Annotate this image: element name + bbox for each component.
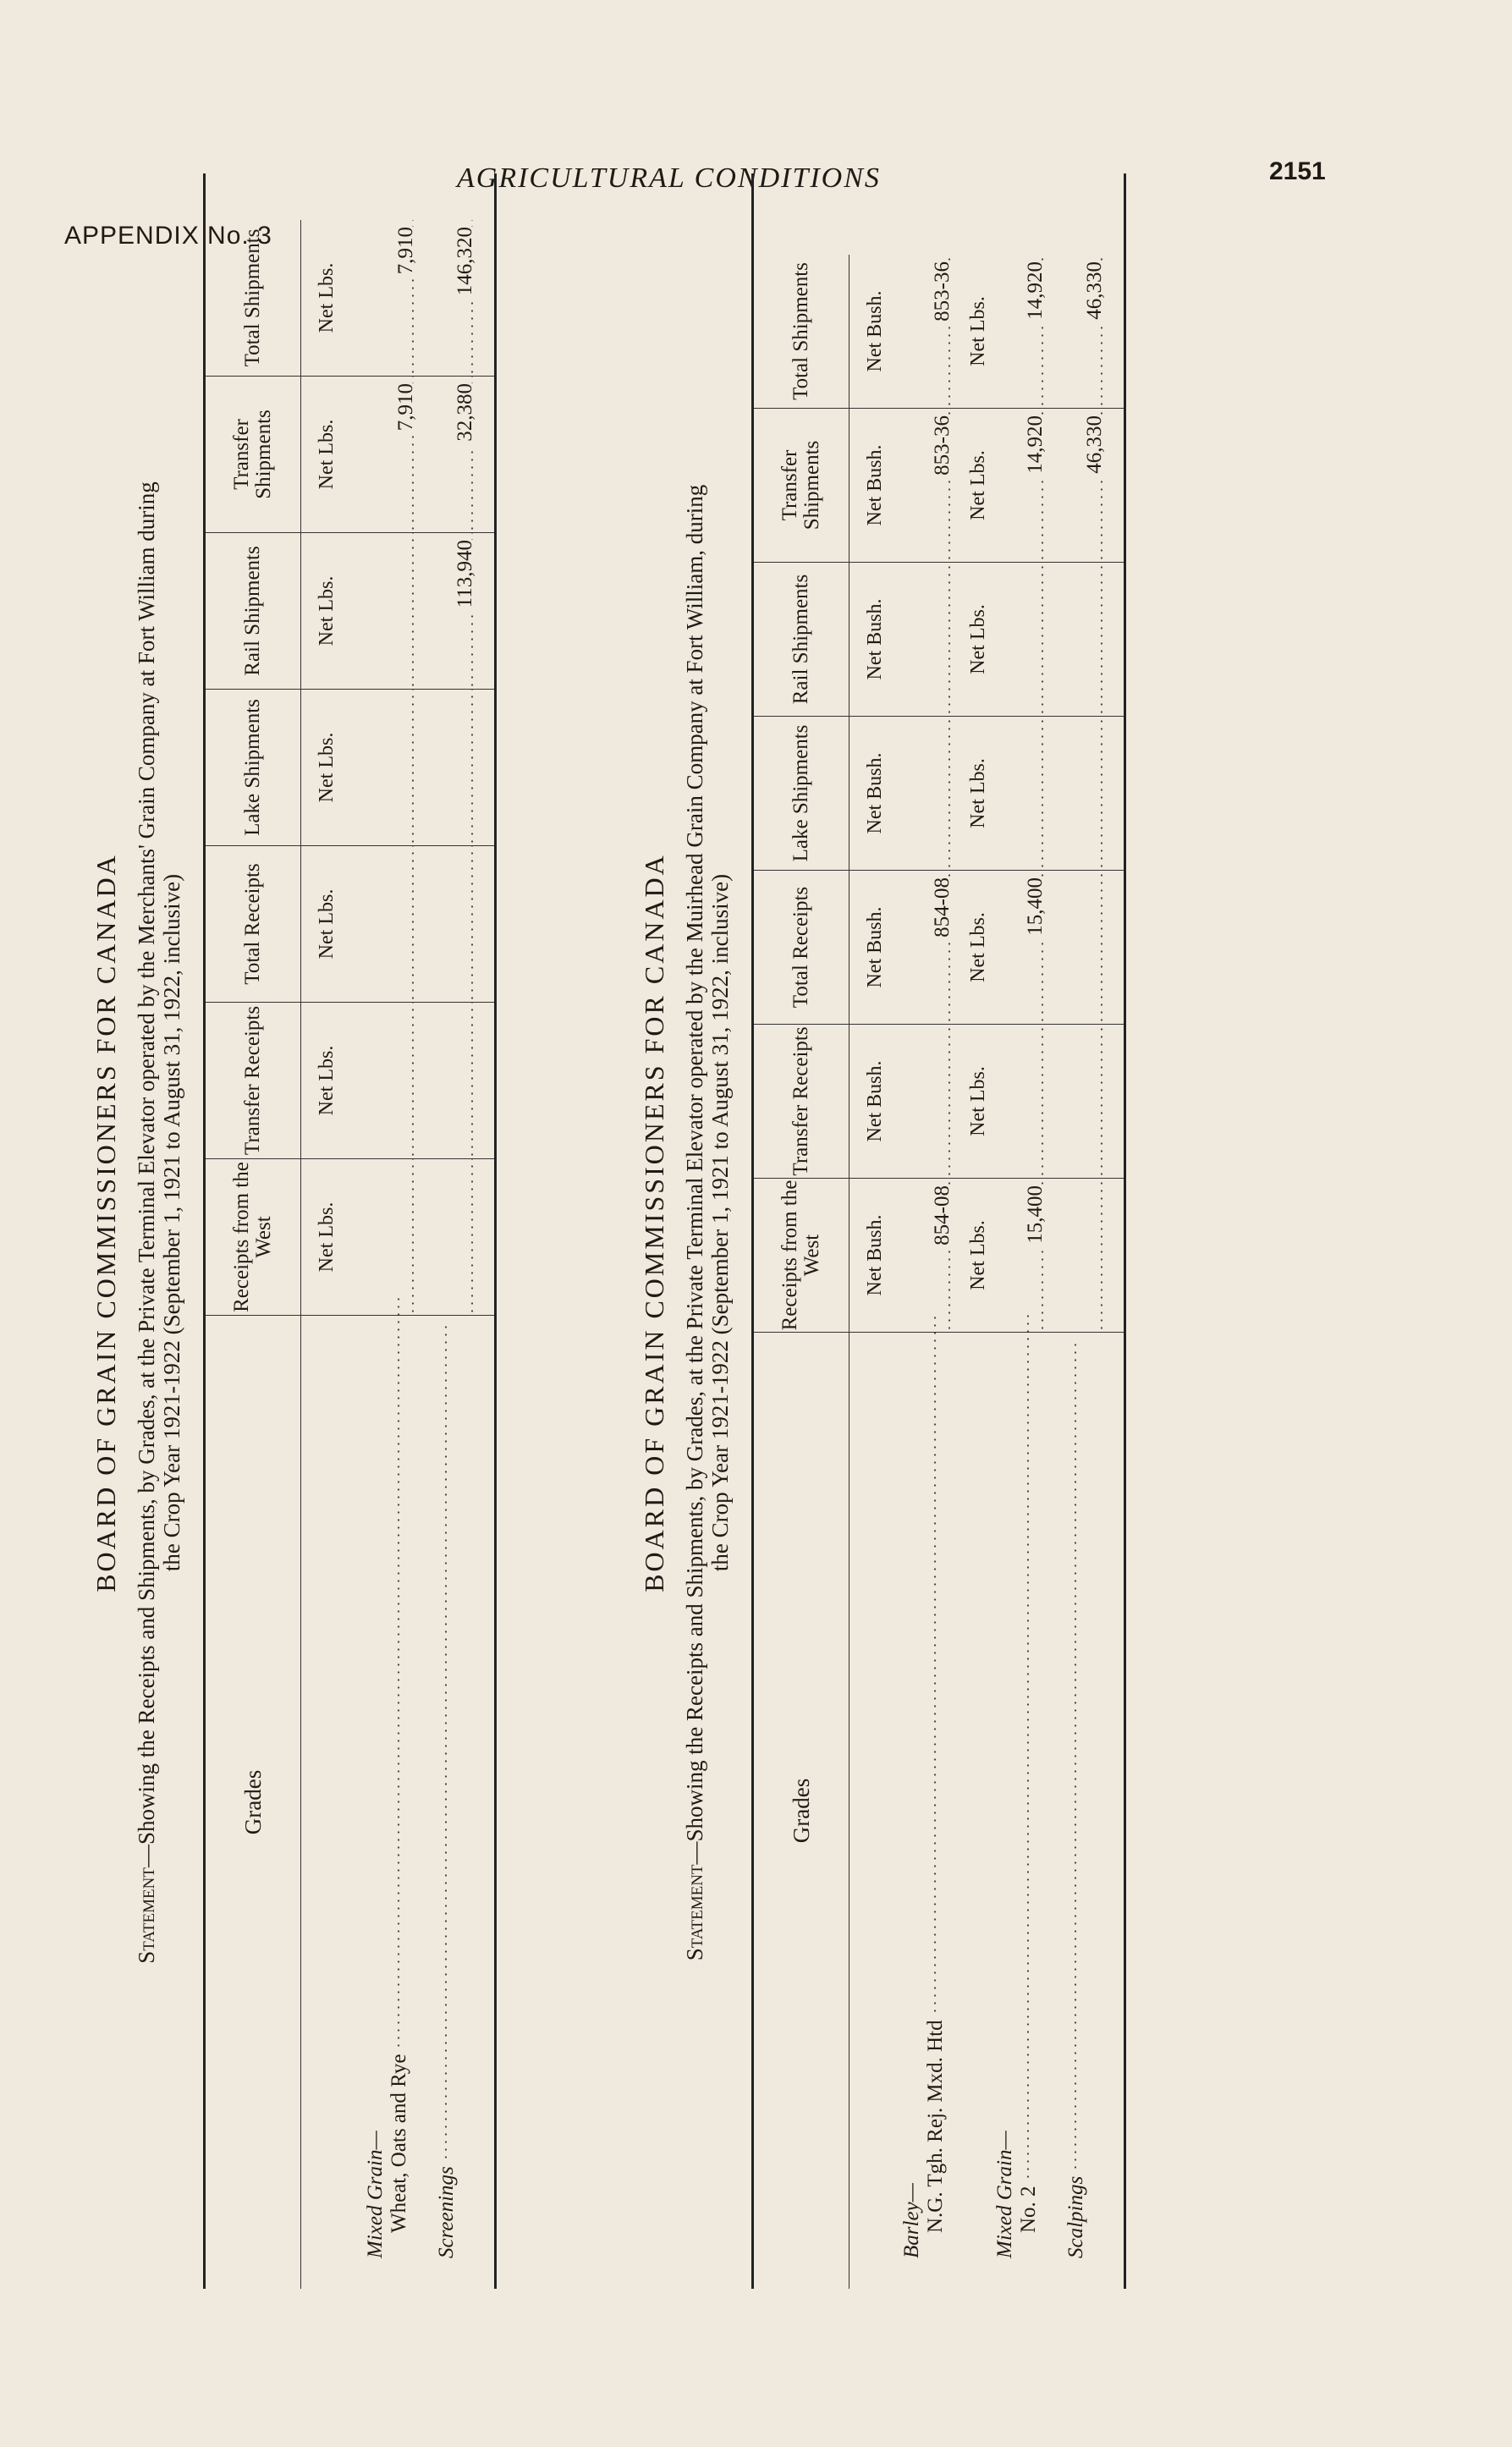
- value-cell: 14,920: [1024, 261, 1047, 325]
- statement-line-1: —Showing the Receipts and Shipments, by Grades, at the Private Terminal Elevator operated by the Muirhead Grain Company at Fort William, during: [682, 484, 707, 1865]
- column-header: Receipts from the West: [754, 1179, 849, 1333]
- grade-category: Scalpings: [1064, 2176, 1088, 2263]
- column-header: Total Shipments: [754, 255, 849, 409]
- grade-cell: [1064, 1333, 1112, 2289]
- value-cell: 7,910: [394, 383, 418, 436]
- grade-name: N.G. Tgh. Rej. Mxd. Htd: [924, 2020, 948, 2238]
- unit-cell: Net Bush.: [849, 563, 900, 717]
- units-row-lbs: [959, 173, 993, 2289]
- grade-name: No. 2: [1017, 2186, 1041, 2238]
- column-header: Total Receipts: [206, 846, 300, 1003]
- grade-cell: [435, 1316, 482, 2289]
- column-header: Transfer Shipments: [206, 377, 300, 533]
- unit-cell: Net Lbs.: [959, 255, 993, 409]
- value-cell: 854-08: [931, 877, 954, 943]
- table-row: [1064, 173, 1112, 2289]
- value-cell: 146,320: [454, 227, 477, 300]
- unit-cell: [849, 1333, 900, 2289]
- grade-category: Mixed Grain—: [993, 2131, 1017, 2263]
- value-cell: 32,380: [454, 383, 477, 447]
- column-header: Receipts from the West: [206, 1159, 300, 1316]
- table-header-row: [206, 173, 300, 2289]
- value-cell: 46,330: [1083, 415, 1107, 479]
- unit-cell: Net Bush.: [849, 1179, 900, 1333]
- grade-cell: [364, 1316, 423, 2289]
- board-title: BOARD OF GRAIN COMMISSIONERS FOR CANADA: [91, 853, 121, 1592]
- unit-cell: Net Bush.: [849, 409, 900, 563]
- statement-line-2: the Crop Year 1921-1922 (September 1, 1921 to August 31, 1922, inclusive): [159, 873, 184, 1572]
- value-cell: 853-36: [931, 415, 954, 481]
- table-row: [900, 173, 959, 2289]
- unit-cell: Net Lbs.: [959, 409, 993, 563]
- statement-caption: [127, 157, 195, 2289]
- unit-cell: Net Bush.: [849, 717, 900, 871]
- value-cell: 853-36: [931, 261, 954, 327]
- column-header: Lake Shipments: [206, 690, 300, 846]
- value-cell: 15,400: [1024, 877, 1047, 941]
- unit-cell: Net Lbs.: [959, 1179, 993, 1333]
- table-row: [435, 173, 482, 2289]
- unit-cell: Net Lbs.: [959, 871, 993, 1025]
- units-row: [300, 173, 352, 2289]
- page-number: 2151: [1269, 157, 1326, 185]
- grade-category: Screenings: [435, 2166, 459, 2263]
- statement-label: Statement: [134, 1867, 159, 1964]
- grain-table: [203, 173, 497, 2289]
- value-cell: 113,940: [454, 540, 477, 613]
- statement-block-muirhead: [633, 157, 1126, 2289]
- table-header-row: [754, 173, 849, 2289]
- column-header: Transfer Receipts: [206, 1003, 300, 1159]
- unit-cell: Net Lbs.: [300, 846, 352, 1003]
- unit-cell: [959, 1333, 993, 2289]
- column-header: Lake Shipments: [754, 717, 849, 871]
- grain-table: [751, 173, 1126, 2289]
- unit-cell: Net Lbs.: [300, 220, 352, 377]
- unit-cell: [300, 1316, 352, 2289]
- value-cell: 15,400: [1024, 1185, 1047, 1249]
- table-row: [364, 173, 423, 2289]
- unit-cell: Net Lbs.: [300, 690, 352, 846]
- unit-cell: Net Lbs.: [300, 1159, 352, 1316]
- grade-category: Mixed Grain—: [364, 2131, 388, 2263]
- value-cell: 7,910: [394, 227, 418, 279]
- column-header: Total Receipts: [754, 871, 849, 1025]
- statement-line-1: —Showing the Receipts and Shipments, by Grades, at the Private Terminal Elevator operated by the Merchants' Grain Company at Fort William during: [134, 481, 159, 1868]
- statement-label: Statement: [682, 1864, 707, 1961]
- unit-cell: Net Lbs.: [300, 377, 352, 533]
- column-header: Transfer Receipts: [754, 1025, 849, 1179]
- statement-caption: [675, 157, 743, 2289]
- unit-cell: Net Lbs.: [300, 533, 352, 690]
- board-title: BOARD OF GRAIN COMMISSIONERS FOR CANADA: [639, 853, 669, 1592]
- unit-cell: Net Bush.: [849, 871, 900, 1025]
- column-header: Rail Shipments: [754, 563, 849, 717]
- unit-cell: Net Lbs.: [959, 563, 993, 717]
- statement-line-2: the Crop Year 1921-1922 (September 1, 1921 to August 31, 1922, inclusive): [707, 873, 733, 1572]
- unit-cell: Net Bush.: [849, 255, 900, 409]
- statement-block-merchants: [85, 157, 497, 2289]
- column-header: Grades: [789, 1778, 814, 1844]
- column-header: Rail Shipments: [206, 533, 300, 690]
- units-row: [849, 173, 900, 2289]
- column-header: Grades: [240, 1769, 266, 1835]
- unit-cell: Net Lbs.: [300, 1003, 352, 1159]
- value-cell: 854-08: [931, 1185, 954, 1251]
- column-header: Total Shipments: [206, 220, 300, 377]
- grade-cell: [993, 1333, 1053, 2289]
- table-row: [993, 173, 1053, 2289]
- appendix-label: APPENDIX No. 3: [64, 222, 272, 250]
- running-header: AGRICULTURAL CONDITIONS: [457, 162, 881, 194]
- grade-cell: [900, 1333, 959, 2289]
- column-header: Transfer Shipments: [754, 409, 849, 563]
- unit-cell: Net Bush.: [849, 1025, 900, 1179]
- unit-cell: Net Lbs.: [959, 1025, 993, 1179]
- value-cell: 46,330: [1083, 261, 1107, 325]
- unit-cell: Net Lbs.: [959, 717, 993, 871]
- value-cell: 14,920: [1024, 415, 1047, 479]
- grade-name: Wheat, Oats and Rye: [388, 2054, 411, 2238]
- grade-category: Barley—: [900, 2183, 924, 2263]
